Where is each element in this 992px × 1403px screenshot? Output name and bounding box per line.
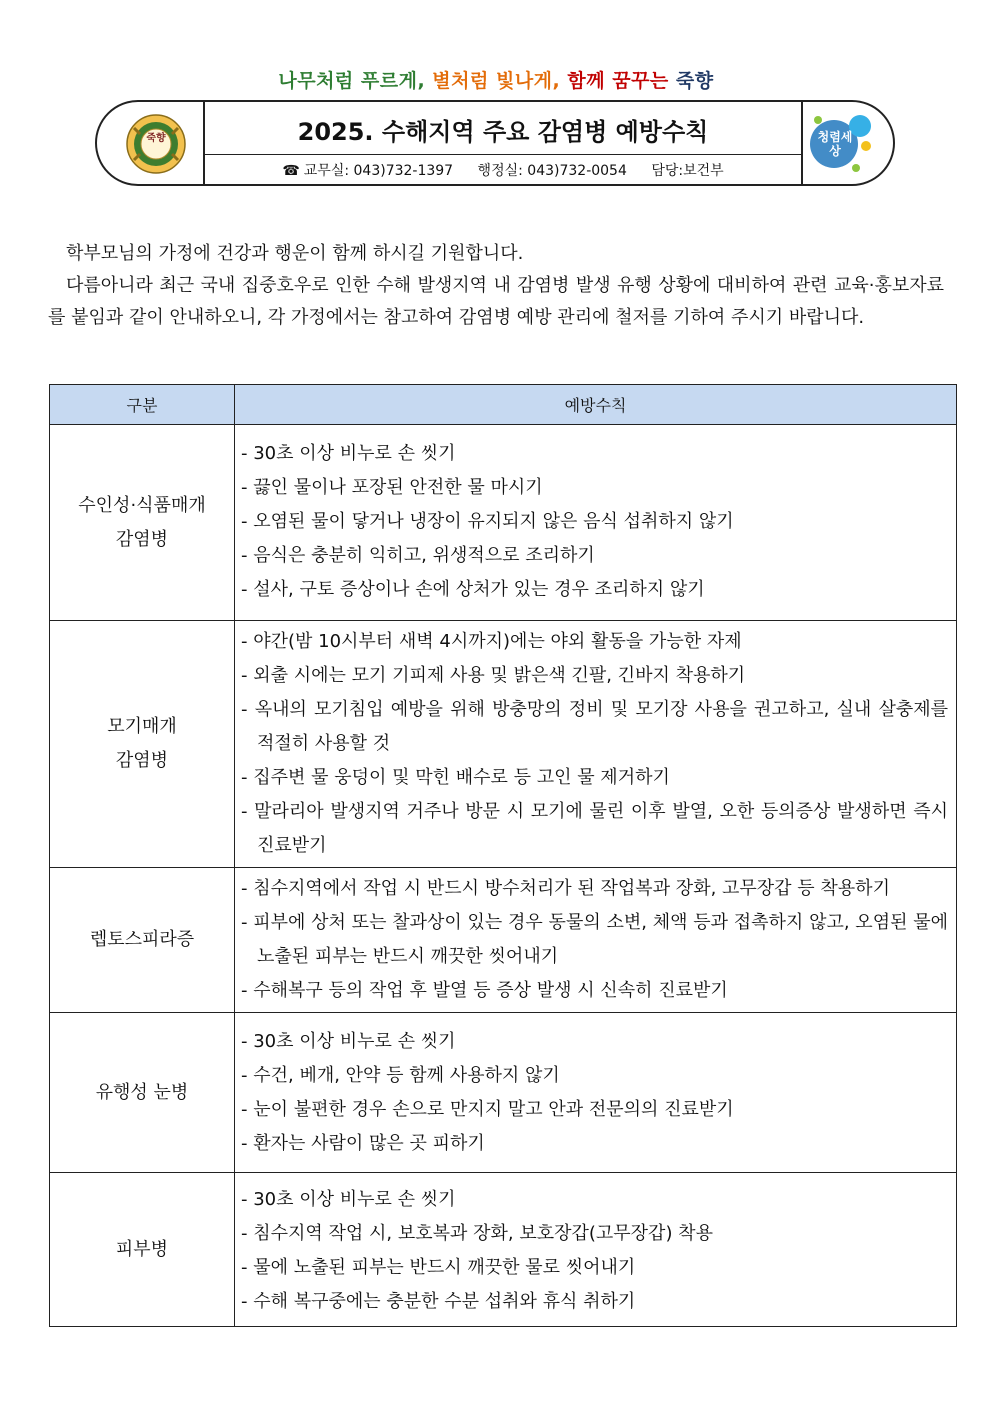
rule-item: - 물에 노출된 피부는 반드시 깨끗한 물로 씻어내기 [241,1251,948,1285]
header-divider-middle [203,154,803,155]
table-row [50,1013,957,1173]
category-cell [50,1013,235,1173]
rule-item: - 30초 이상 비누로 손 씻기 [241,437,948,471]
rule-item: - 환자는 사람이 많은 곳 피하기 [241,1127,948,1161]
rule-item: - 음식은 충분히 익히고, 위생적으로 조리하기 [241,539,948,573]
rule-item: - 끓인 물이나 포장된 안전한 물 마시기 [241,471,948,505]
rule-item: - 수해 복구중에는 충분한 수분 섭취와 휴식 취하기 [241,1285,948,1319]
contact-info [203,160,803,180]
category-label: 렙토스피라증 [89,929,195,950]
rules-cell [235,1013,957,1173]
slogan-part-1: 나무처럼 푸르게, [278,70,426,92]
logo-text: 청렴세상 [817,130,853,158]
prevention-rules-table [49,384,957,1327]
slogan-part-2: 별처럼 빛나게, [432,70,561,92]
category-label: 감염병 [115,528,169,550]
rule-item: - 설사, 구토 증상이나 손에 상처가 있는 경우 조리하지 않기 [241,573,948,607]
admin-office-phone: 행정실: 043)732-0054 [477,163,627,179]
rule-item: - 오염된 물이 닿거나 냉장이 유지되지 않은 음식 섭취하지 않기 [241,505,948,539]
table-header-row [50,385,957,425]
header-category: 구분 [50,385,235,425]
rule-item: - 외출 시에는 모기 기피제 사용 및 밝은색 긴팔, 긴바지 착용하기 [241,659,948,693]
rule-item: - 옥내의 모기침입 예방을 위해 방충망의 정비 및 모기장 사용을 권고하고, 실내 살충제를 적절히 사용할 것 [241,693,948,761]
rule-item: - 침수지역 작업 시, 보호복과 장화, 보호장갑(고무장갑) 착용 [241,1217,948,1251]
category-cell [50,621,235,868]
table-row [50,621,957,868]
school-slogan [0,66,992,93]
rule-item: - 30초 이상 비누로 손 씻기 [241,1183,948,1217]
rule-item: - 눈이 불편한 경우 손으로 만지지 말고 안과 전문의의 진료받기 [241,1093,948,1127]
intro-greeting: 학부모님의 가정에 건강과 행운이 함께 하시길 기원합니다. [66,243,524,264]
table-row [50,1173,957,1327]
slogan-part-4: 죽향 [675,70,714,92]
rule-item: - 수건, 베개, 안약 등 함께 사용하지 않기 [241,1059,948,1093]
category-label: 피부병 [115,1238,169,1260]
seal-text: 죽향 [146,133,166,144]
school-seal-logo [126,114,186,174]
rules-cell [235,868,957,1013]
category-label: 수인성·식품매개 [78,494,206,516]
intro-text [48,238,944,334]
table-row [50,868,957,1013]
intro-body: 다름아니라 최근 국내 집중호우로 인한 수해 발생지역 내 감염병 발생 유행 상황에 대비하여 관련 교육·홍보자료를 붙임과 같이 안내하오니, 각 가정에서는 참고하여 감염병 예방 관리에 철저를 기하여 주시기 바랍니다. [48,275,944,328]
category-cell [50,868,235,1013]
integrity-campaign-logo [808,108,878,178]
rule-item: - 30초 이상 비누로 손 씻기 [241,1025,948,1059]
category-label: 유행성 눈병 [95,1081,189,1103]
category-cell [50,425,235,621]
rule-item: - 피부에 상처 또는 찰과상이 있는 경우 동물의 소변, 체액 등과 접촉하지 않고, 오염된 물에 노출된 피부는 반드시 깨끗한 씻어내기 [241,906,948,974]
rule-item: - 말라리아 발생지역 거주나 방문 시 모기에 물린 이후 발열, 오한 등의증상 발생하면 즉시 진료받기 [241,795,948,863]
rule-item: - 야간(밤 10시부터 새벽 4시까지)에는 야외 활동을 가능한 자제 [241,625,948,659]
category-label: 모기매개 [107,716,177,737]
rules-cell [235,621,957,868]
rules-cell [235,1173,957,1327]
person-in-charge: 담당:보건부 [651,163,724,179]
category-cell [50,1173,235,1327]
header-rules: 예방수칙 [235,385,957,425]
rule-item: - 집주변 물 웅덩이 및 막힌 배수로 등 고인 물 제거하기 [241,761,948,795]
rules-cell [235,425,957,621]
rule-item: - 수해복구 등의 작업 후 발열 등 증상 발생 시 신속히 진료받기 [241,974,948,1008]
table-row [50,425,957,621]
slogan-part-3: 함께 꿈꾸는 [567,70,669,92]
category-label: 감염병 [115,750,169,771]
document-title: 2025. 수해지역 주요 감염병 예방수칙 [297,118,709,146]
phone-icon: ☎ [282,163,300,179]
rule-item: - 침수지역에서 작업 시 반드시 방수처리가 된 작업복과 장화, 고무장갑 등 착용하기 [241,872,948,906]
teachers-office-phone: 교무실: 043)732-1397 [303,163,454,179]
